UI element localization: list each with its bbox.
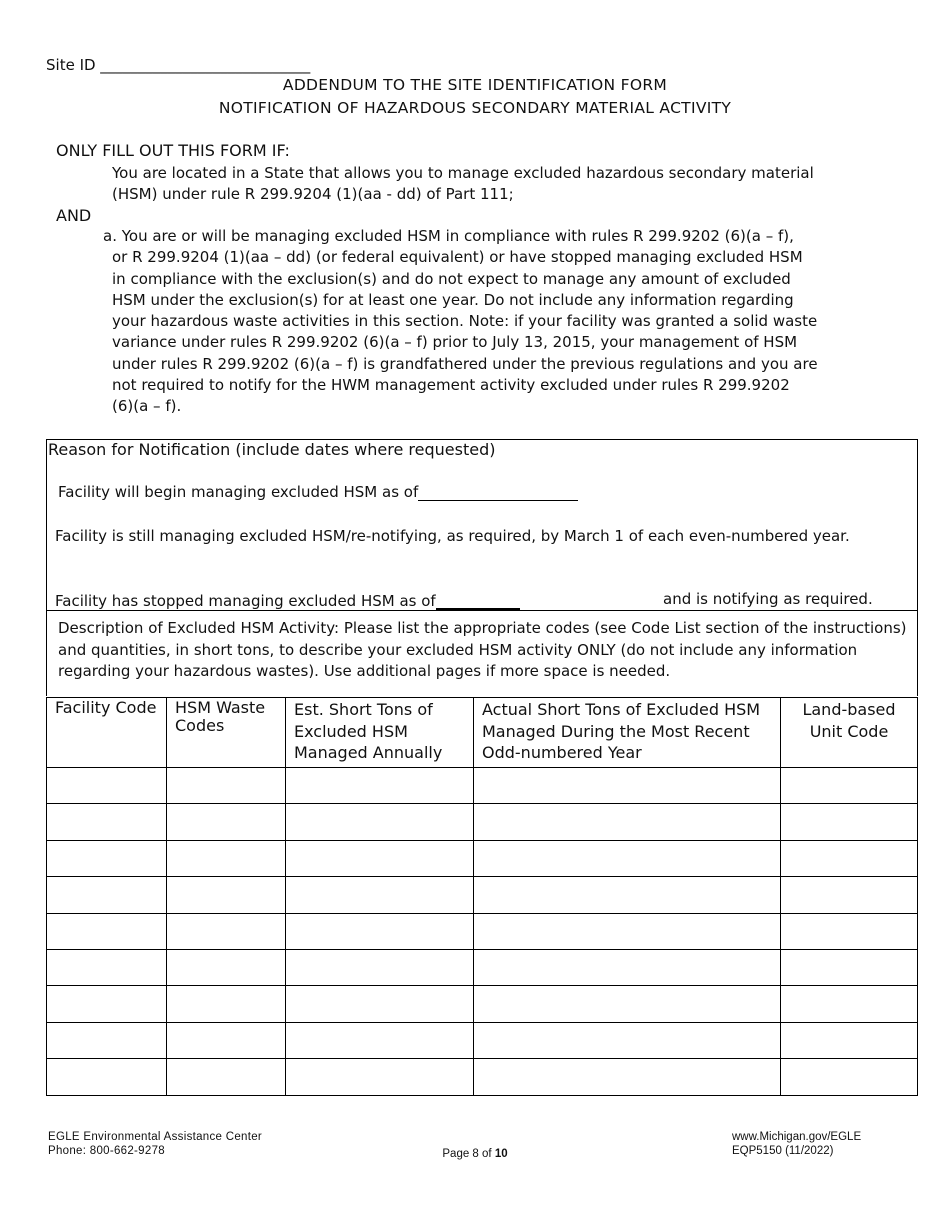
table-cell[interactable] (474, 1022, 781, 1058)
reason-still-managing: Facility is still managing excluded HSM/re-notifying, as required, by March 1 of each even-numbered year. (55, 527, 850, 545)
table-cell[interactable] (474, 913, 781, 949)
condition-2 (103, 226, 818, 418)
condition-2-line: under rules R 299.9202 (6)(a – f) is grandfathered under the previous regulations and you are (112, 354, 818, 373)
table-cell[interactable] (167, 877, 286, 913)
condition-2-line: variance under rules R 299.9202 (6)(a – f) prior to July 13, 2015, your management of HSM (112, 333, 798, 352)
table-cell[interactable] (47, 768, 167, 804)
footer-right (732, 1130, 861, 1158)
begin-date-field[interactable] (418, 482, 578, 501)
table-cell[interactable] (167, 949, 286, 985)
table-cell[interactable] (781, 804, 918, 840)
site-id-field[interactable]: Site ID ____________________________ (46, 56, 311, 74)
table-cell[interactable] (781, 1022, 918, 1058)
table-row (47, 840, 918, 876)
condition-2-line: HSM under the exclusion(s) for at least one year. Do not include any information regarding (112, 290, 794, 309)
table-cell[interactable] (286, 877, 474, 913)
table-cell[interactable] (167, 986, 286, 1022)
table-cell[interactable] (47, 840, 167, 876)
table-cell[interactable] (47, 1022, 167, 1058)
table-cell[interactable] (474, 877, 781, 913)
reason-stopped-label: Facility has stopped managing excluded HSM as of (55, 592, 436, 610)
condition-2-line: or R 299.9204 (1)(aa – dd) (or federal equivalent) or have stopped managing excluded HSM (112, 248, 803, 267)
description (58, 618, 918, 683)
table-cell[interactable] (781, 949, 918, 985)
table-row (47, 768, 918, 804)
table-cell[interactable] (167, 1022, 286, 1058)
table-cell[interactable] (286, 840, 474, 876)
table-cell[interactable] (286, 949, 474, 985)
condition-1-line: You are located in a State that allows you to manage excluded hazardous secondary material (112, 164, 814, 182)
table-cell[interactable] (47, 877, 167, 913)
table-cell[interactable] (474, 986, 781, 1022)
condition-2-line: in compliance with the exclusion(s) and do not expect to manage any amount of excluded (112, 269, 791, 288)
table-cell[interactable] (47, 1059, 167, 1095)
reason-begin (58, 482, 578, 501)
footer-form-id: EQP5150 (11/2022) (732, 1145, 834, 1157)
table-cell[interactable] (781, 840, 918, 876)
condition-1 (112, 163, 814, 206)
form-subtitle: NOTIFICATION OF HAZARDOUS SECONDARY MATERIAL ACTIVITY (218, 99, 732, 117)
table-row (47, 877, 918, 913)
table-cell[interactable] (474, 840, 781, 876)
table-row (47, 1059, 918, 1095)
description-text: Please list the appropriate codes (see Code List section of the instructions) and quantities, in short tons, to describe your excluded HSM activity ONLY (do not include any information regarding your hazardous wastes). Use additional pages if more space is needed. (58, 619, 907, 680)
column-header-est-short-tons: Est. Short Tons of Excluded HSM Managed Annually (286, 698, 474, 768)
stopped-date-field[interactable] (436, 590, 520, 610)
table-cell[interactable] (167, 840, 286, 876)
table-cell[interactable] (167, 768, 286, 804)
table-cell[interactable] (47, 986, 167, 1022)
column-header-land-based-unit-code: Land-based Unit Code (781, 698, 918, 768)
reason-begin-label: Facility will begin managing excluded HSM as of (58, 483, 419, 501)
table-cell[interactable] (286, 913, 474, 949)
table-cell[interactable] (474, 804, 781, 840)
table-cell[interactable] (781, 768, 918, 804)
only-fill-heading: ONLY FILL OUT THIS FORM IF: (56, 141, 290, 160)
page-number-prefix: Page 8 of (442, 1148, 495, 1160)
table-cell[interactable] (474, 768, 781, 804)
reason-title: Reason for Notification (include dates where requested) (48, 440, 496, 459)
table-cell[interactable] (286, 986, 474, 1022)
table-cell[interactable] (167, 913, 286, 949)
hsm-activity-table (46, 697, 918, 1096)
condition-2-line: your hazardous waste activities in this section. Note: if your facility was granted a solid waste (112, 312, 818, 331)
and-label: AND (56, 206, 92, 225)
table-row (47, 804, 918, 840)
reason-stopped (55, 590, 520, 610)
table-cell[interactable] (47, 949, 167, 985)
table-cell[interactable] (781, 1059, 918, 1095)
form-title: ADDENDUM TO THE SITE IDENTIFICATION FORM (282, 76, 668, 94)
table-cell[interactable] (474, 1059, 781, 1095)
description-label: Description of Excluded HSM Activity: (58, 619, 340, 637)
condition-1-line: (HSM) under rule R 299.9204 (1)(aa - dd) of Part 111; (112, 185, 514, 204)
footer-org: EGLE Environmental Assistance Center (48, 1131, 263, 1143)
table-cell[interactable] (781, 986, 918, 1022)
table-row (47, 986, 918, 1022)
table-cell[interactable] (286, 1059, 474, 1095)
table-cell[interactable] (781, 913, 918, 949)
table-cell[interactable] (474, 949, 781, 985)
footer-phone: Phone: 800-662-9278 (48, 1145, 165, 1157)
column-header-actual-short-tons: Actual Short Tons of Excluded HSM Managed During the Most Recent Odd-numbered Year (474, 698, 781, 768)
table-row (47, 913, 918, 949)
table-cell[interactable] (47, 804, 167, 840)
page-number-total: 10 (494, 1148, 508, 1160)
table-cell[interactable] (286, 768, 474, 804)
footer-url[interactable]: www.Michigan.gov/EGLE (732, 1131, 862, 1143)
table-header-row (47, 698, 918, 768)
condition-2-line: not required to notify for the HWM management activity excluded under rules R 299.9202 (112, 376, 790, 395)
table-cell[interactable] (167, 1059, 286, 1095)
table-cell[interactable] (286, 1022, 474, 1058)
table-cell[interactable] (781, 877, 918, 913)
table-cell[interactable] (167, 804, 286, 840)
column-header-facility-code: Facility Code (47, 698, 167, 768)
condition-2-line: (6)(a – f). (112, 397, 182, 416)
table-cell[interactable] (286, 804, 474, 840)
table-cell[interactable] (47, 913, 167, 949)
condition-2-line: a. You are or will be managing excluded HSM in compliance with rules R 299.9202 (6)(a – f), (103, 227, 794, 245)
column-header-hsm-waste-codes: HSM Waste Codes (167, 698, 286, 768)
table-row (47, 1022, 918, 1058)
table-row (47, 949, 918, 985)
reason-stopped-suffix: and is notifying as required. (663, 590, 873, 608)
